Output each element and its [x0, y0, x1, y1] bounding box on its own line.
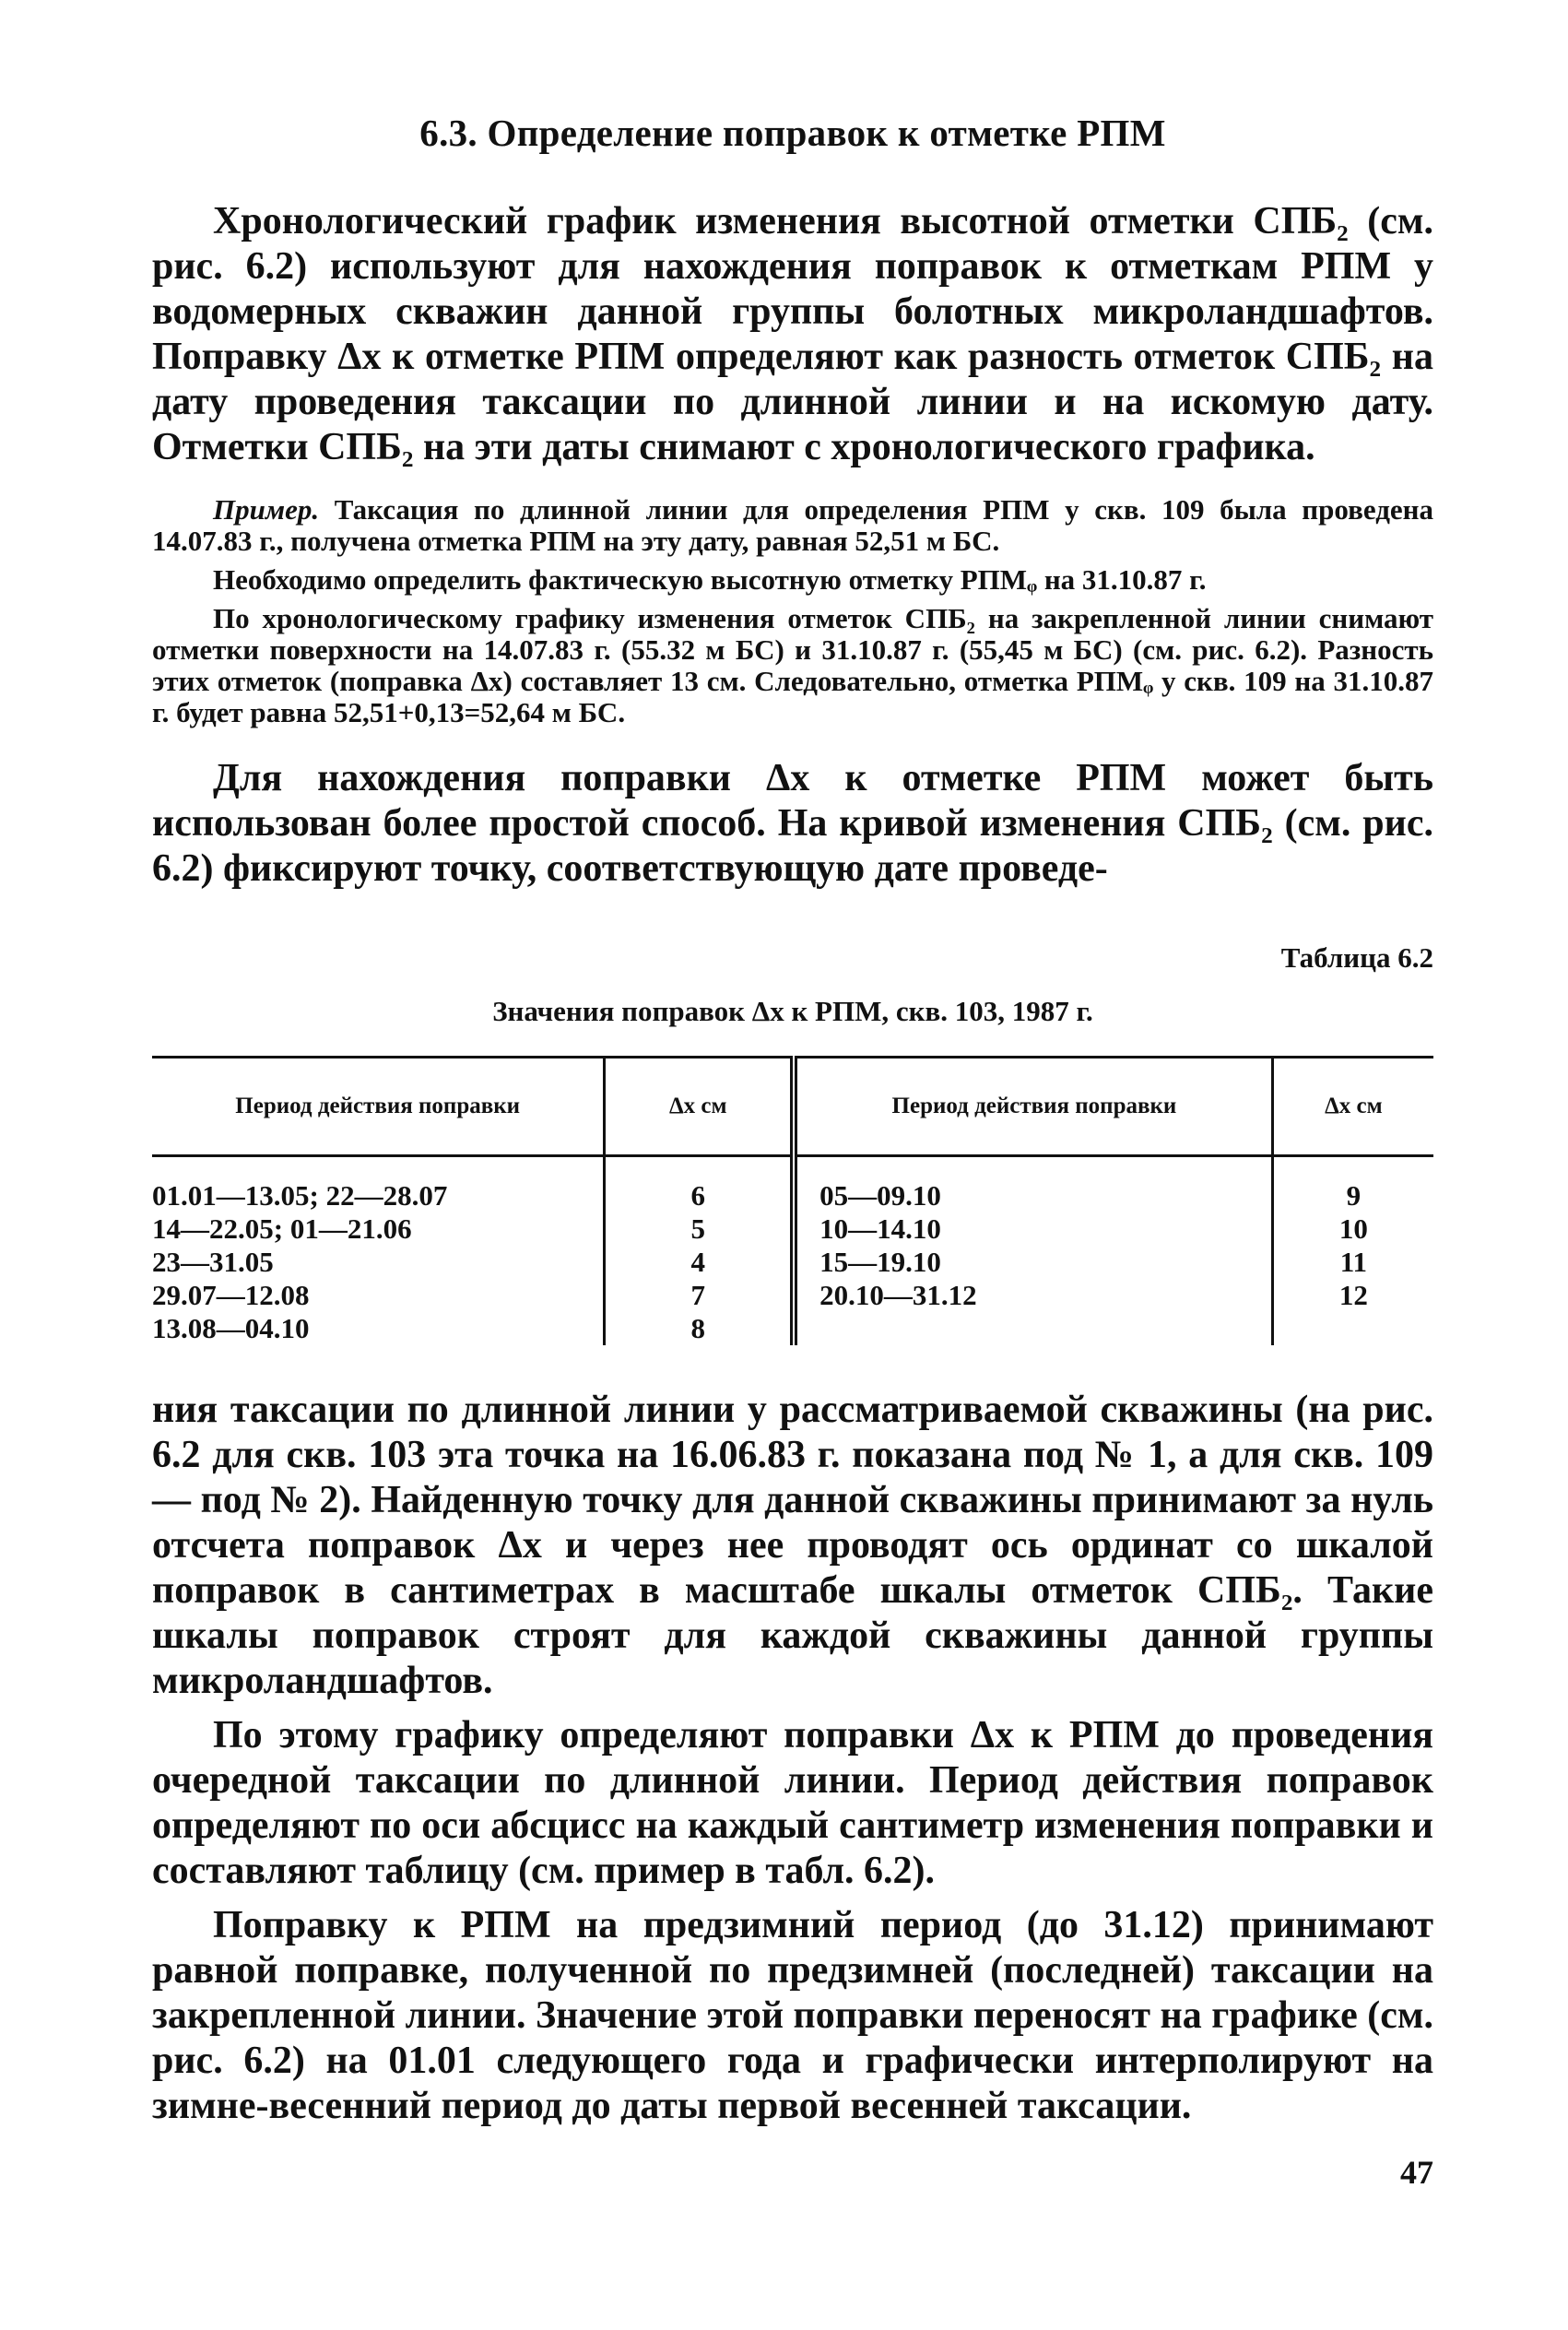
table-body-row — [152, 1156, 1433, 1346]
right-value: 10 — [1338, 1212, 1368, 1245]
right-value: 12 — [1338, 1279, 1368, 1311]
left-value: 7 — [690, 1279, 705, 1311]
left-period: 23—31.05 — [152, 1246, 274, 1278]
example-paragraph-3: По хронологическому графику изменения отметок СПБ₂ на закрепленной линии снимают отметки поверхности на 14.07.83 г. (55.32 м БС) и 31.10.87 г. (55,45 м БС) (см. рис. 6.2). Разность этих отметок (поправка Δx) составляет 13 см. Следовательно, отметка РПМᵩ у скв. 109 на 31.10.87 г. будет равна 52,51+0,13=52,64 м БС. — [152, 602, 1433, 728]
left-period: 14—22.05; 01—21.06 — [152, 1212, 412, 1245]
left-value: 8 — [690, 1312, 705, 1344]
table-title: Значения поправок Δx к РПМ, скв. 103, 1987 г. — [492, 995, 1093, 1027]
header-dx-right: Δx см — [1325, 1094, 1383, 1118]
paragraph-3: ния таксации по длинной линии у рассматриваемой скважины (на рис. 6.2 для скв. 103 эта точка на 16.06.83 г. показана под № 1, а для скв. 109 — под № 2). Найденную точку для данной скважины принимают за нуль отсчета поправок Δx и через нее проводят ось ординат со шкалой поправок в сантиметрах в масштабе шкалы отметок СПБ₂. Такие шкалы поправок строят для каждой скважины данной группы микроландшафтов. — [152, 1389, 1433, 1702]
left-period: 01.01—13.05; 22—28.07 — [152, 1179, 448, 1212]
header-period-right: Период действия поправки — [794, 1058, 1272, 1156]
right-period-empty — [819, 1312, 1262, 1345]
right-value: 11 — [1339, 1246, 1368, 1278]
right-values-cell — [1272, 1156, 1433, 1346]
example-text-1: Таксация по длинной линии для определения РПМ у скв. 109 была проведена 14.07.83 г., получена отметка РПМ на эту дату, равная 52,51 м БС. — [152, 493, 1434, 557]
header-dx-left: Δx см — [605, 1058, 794, 1156]
left-value: 6 — [690, 1179, 705, 1212]
right-period: 15—19.10 — [819, 1246, 941, 1278]
right-period: 20.10—31.12 — [819, 1279, 977, 1311]
example-paragraph-1 — [152, 494, 1433, 557]
paragraph-1: Хронологический график изменения высотной отметки СПБ₂ (см. рис. 6.2) используют для нахождения поправок к отметкам РПМ у водомерных скважин данной группы болотных микроландшафтов. Поправку Δx к отметке РПМ определяют как разность отметок СПБ₂ на дату проведения таксации по длинной линии и на искомую дату. Отметки СПБ₂ на эти даты снимают с хронологического графика. — [152, 200, 1433, 468]
section-heading: 6.3. Определение поправок к отметке РПМ — [419, 112, 1166, 154]
page-number: 47 — [1400, 2154, 1433, 2191]
left-value: 4 — [690, 1246, 705, 1278]
table-header-row — [152, 1058, 1433, 1156]
right-value-empty — [1283, 1312, 1424, 1345]
paragraph-5: Поправку к РПМ на предзимний период (до 31.12) принимают равной поправке, полученной по предзимней (последней) таксации на закрепленной линии. Значение этой поправки переносят на графике (см. рис. 6.2) на 01.01 следующего года и графически интерполируют на зимне-весенний период до даты первой весенней таксации. — [152, 1904, 1433, 2127]
right-period: 10—14.10 — [819, 1212, 941, 1245]
table-number: Таблица 6.2 — [1280, 941, 1433, 974]
left-values-cell — [605, 1156, 794, 1346]
right-period: 05—09.10 — [819, 1179, 941, 1212]
example-block — [152, 494, 1433, 728]
right-periods-cell — [794, 1156, 1272, 1346]
left-value: 5 — [690, 1212, 705, 1245]
paragraph-4: По этому графику определяют поправки Δx к РПМ до проведения очередной таксации по длинной линии. Период действия поправок определяют по оси абсцисс на каждый сантиметр изменения поправки и составляют таблицу (см. пример в табл. 6.2). — [152, 1714, 1433, 1892]
document-page — [152, 111, 1434, 2191]
corrections-table — [152, 1056, 1433, 1345]
paragraph-2: Для нахождения поправки Δx к отметке РПМ может быть использован более простой способ. На кривой изменения СПБ₂ (см. рис. 6.2) фиксируют точку, соответствующую дате проведе- — [152, 757, 1433, 890]
example-paragraph-2: Необходимо определить фактическую высотную отметку РПМᵩ на 31.10.87 г. — [213, 563, 1207, 596]
example-label: Пример. — [213, 493, 320, 526]
left-periods-cell — [152, 1156, 605, 1346]
left-period: 13.08—04.10 — [152, 1312, 310, 1344]
right-value: 9 — [1346, 1179, 1362, 1212]
header-period-left: Период действия поправки — [152, 1058, 605, 1156]
left-period: 29.07—12.08 — [152, 1279, 310, 1311]
